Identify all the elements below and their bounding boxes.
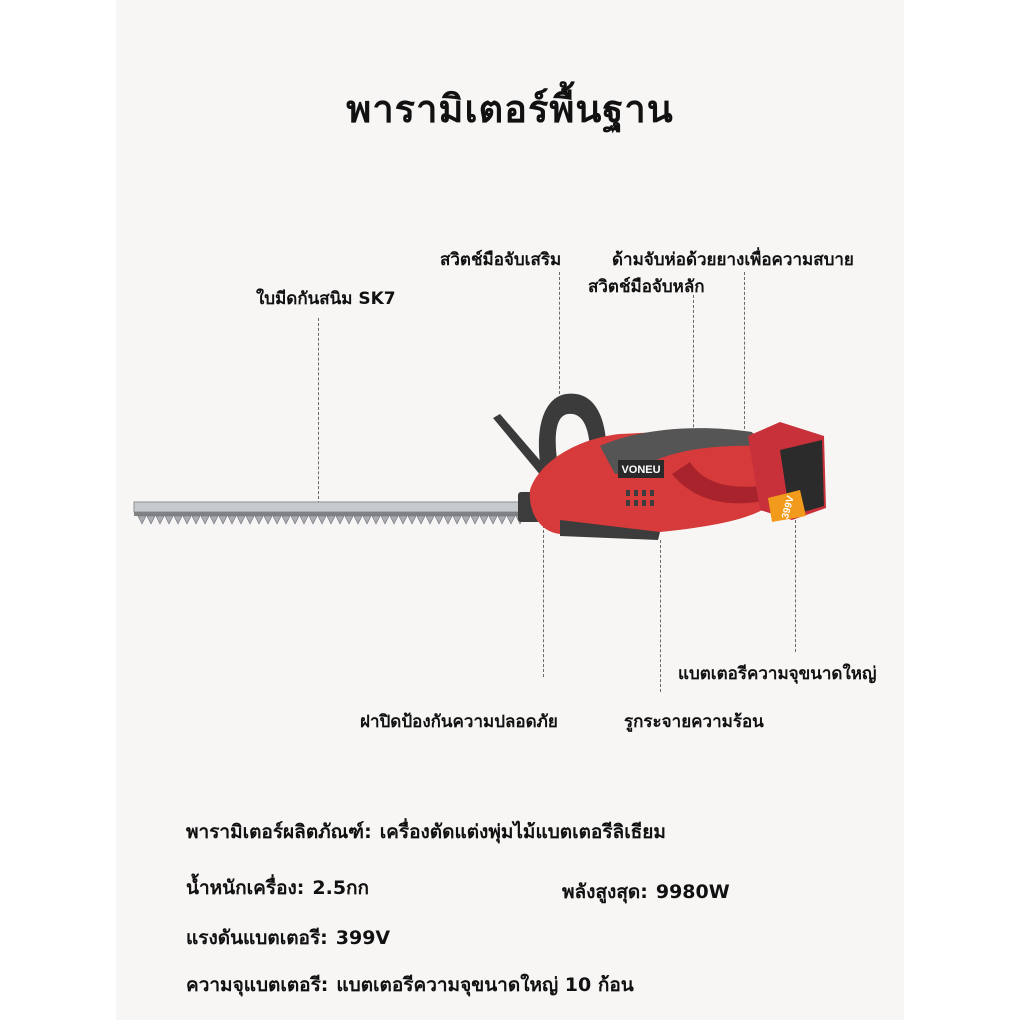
spec-weight-value: 2.5กก — [312, 877, 370, 899]
spec-power — [562, 877, 730, 907]
spec-power-value: 9980W — [655, 881, 730, 903]
battery-label: 399V — [780, 494, 797, 521]
spec-weight — [186, 873, 369, 903]
spec-voltage-label: แรงดันแบตเตอรี: — [186, 927, 328, 949]
spec-product-label: พารามิเตอร์ผลิตภัณฑ์: — [186, 821, 372, 843]
spec-product — [186, 817, 666, 847]
spec-voltage — [186, 923, 390, 953]
spec-voltage-value: 399V — [335, 927, 391, 949]
callout-vents: รูกระจายความร้อน — [624, 712, 764, 732]
spec-power-label: พลังสูงสุด: — [562, 881, 648, 903]
spec-capacity-label: ความจุแบตเตอรี: — [186, 974, 329, 996]
callout-blade: ใบมีดกันสนิม SK7 — [256, 289, 396, 309]
callout-guard: ฝาปิดป้องกันความปลอดภัย — [360, 712, 558, 732]
battery-pack — [748, 422, 826, 522]
spec-weight-label: น้ำหนักเครื่อง: — [186, 877, 305, 899]
brand-text: VONEU — [621, 464, 661, 476]
callout-rubber-handle: ด้ามจับห่อด้วยยางเพื่อความสบาย — [612, 250, 854, 270]
callout-main-switch: สวิตช์มือจับหลัก — [588, 277, 705, 297]
callout-battery: แบตเตอรีความจุขนาดใหญ่ — [678, 664, 877, 684]
callout-aux-switch: สวิตช์มือจับเสริม — [440, 250, 562, 270]
spec-product-value: เครื่องตัดแต่งพุ่มไม้แบตเตอรีลิเธียม — [379, 821, 666, 843]
spec-capacity — [186, 970, 634, 1000]
blade — [134, 502, 528, 524]
spec-capacity-value: แบตเตอรีความจุขนาดใหญ่ 10 ก้อน — [336, 974, 634, 996]
page-title: พารามิเตอร์พื้นฐาน — [346, 87, 674, 131]
